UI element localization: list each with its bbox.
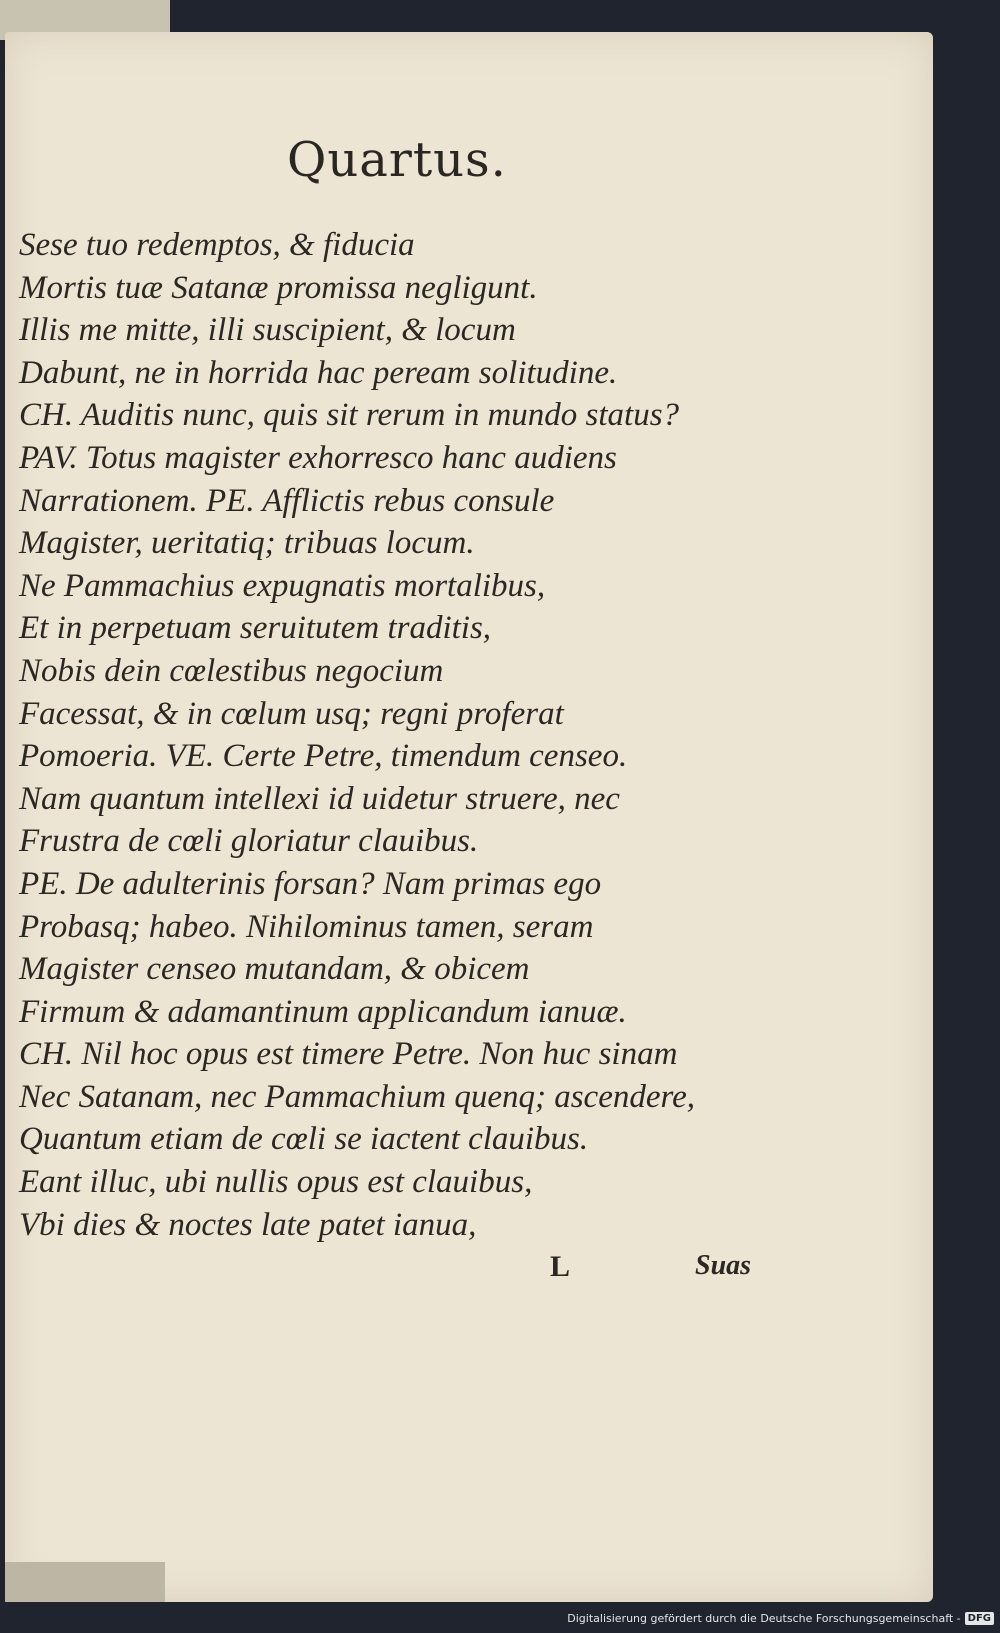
verse-line: Nec Satanam, nec Pammachium quenq; ascendere, — [19, 1078, 696, 1115]
credit-text: Digitalisierung gefördert durch die Deutsche Forschungsgemeinschaft - — [567, 1612, 961, 1625]
verse-line: CH. Nil hoc opus est timere Petre. Non huc sinam — [19, 1036, 678, 1073]
verse-line: Narrationem. PE. Afflictis rebus consule — [19, 482, 555, 519]
verse-line: Ne Pammachius expugnatis mortalibus, — [19, 567, 546, 604]
verse-line: Et in perpetuam seruitutem traditis, — [19, 610, 492, 647]
verse-line: Mortis tuæ Satanæ promissa negligunt. — [19, 269, 538, 306]
verse-text-block — [19, 224, 789, 1246]
catchword-row — [5, 1250, 933, 1290]
verse-line: PAV. Totus magister exhorresco hanc audiens — [19, 439, 617, 476]
verse-line: Firmum & adamantinum applicandum ianuæ. — [19, 993, 627, 1030]
signature-mark: L — [550, 1250, 571, 1283]
book-page — [5, 32, 933, 1602]
page-corner-shadow — [5, 1562, 165, 1602]
verse-line: Facessat, & in cœlum usq; regni proferat — [19, 695, 564, 732]
verse-line: Sese tuo redemptos, & fiducia — [19, 227, 415, 263]
verse-line: PE. De adulterinis forsan? Nam primas ego — [19, 865, 602, 902]
catchword: Suas — [695, 1250, 752, 1281]
dfg-logo: DFG — [965, 1612, 994, 1625]
verse-line: Nobis dein cœlestibus negocium — [19, 652, 444, 689]
verse-line: Magister, ueritatiq; tribuas locum. — [19, 525, 475, 562]
verse-line: Quantum etiam de cœli se iactent clauibus. — [19, 1121, 589, 1158]
verse-line: CH. Auditis nunc, quis sit rerum in mundo status? — [19, 397, 680, 434]
digitization-credit — [567, 1612, 994, 1625]
verse-line: Illis me mitte, illi suscipient, & locum — [19, 312, 516, 349]
verse-line: Eant illuc, ubi nullis opus est clauibus, — [19, 1164, 533, 1201]
verse-line: Dabunt, ne in horrida hac peream solitudine. — [19, 354, 618, 391]
verse-line: Magister censeo mutandam, & obicem — [19, 951, 530, 988]
verse-line: Probasq; habeo. Nihilominus tamen, seram — [19, 908, 594, 945]
verse-line: Pomoeria. VE. Certe Petre, timendum censeo. — [19, 738, 628, 775]
verse-line: Vbi dies & noctes late patet ianua, — [19, 1206, 477, 1243]
verse-line: Nam quantum intellexi id uidetur struere, nec — [19, 780, 620, 817]
running-head: Quartus. — [287, 132, 507, 188]
verse-line: Frustra de cœli gloriatur clauibus. — [19, 823, 479, 860]
